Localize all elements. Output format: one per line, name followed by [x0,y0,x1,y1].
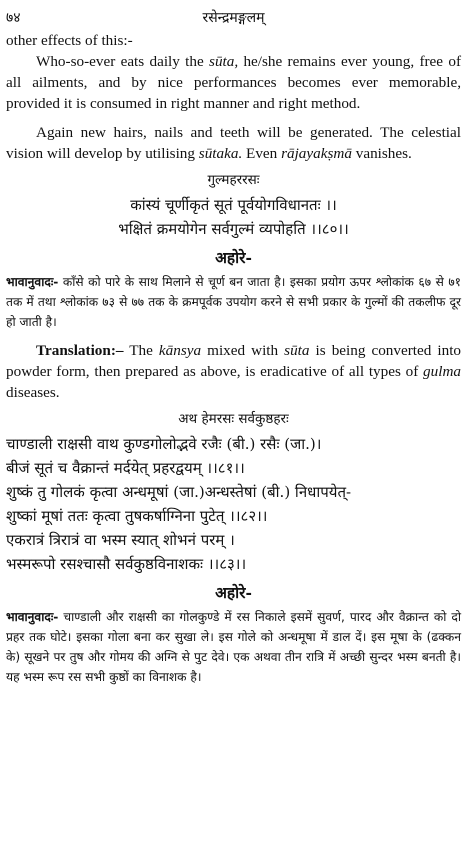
verse-line: बीजं सूतं च वैक्रान्तं मर्दयेत् प्रहरद्वयम् ।।८१।। [6,459,245,477]
section2-verse [6,432,461,576]
verse-line: भक्षितं क्रमयोगेन सर्वगुल्मं व्यपोहति ।।८०।। [118,220,349,238]
section2-commentary: भावानुवादः- चाण्डाली और राक्षसी का गोलकुण्डे में रस निकाले इसमें सुवर्ण, पारद और वैक्रान्त को दो प्रहर तक घोटे। इसका गोला बना कर सुखा ले। इस गोले को अन्धमूषा में डाल दें। इस मूषा के (ढक्कन के) सूखने पर तुष और गोमय की अग्नि से पुट देवे। एक अथवा तीन रात्रि में अच्छी सुन्दर भस्म बनती है। यह भस्म रूप रस सभी कुष्ठों का विनाशक है। [6,610,461,684]
verse-line: शुष्कं तु गोलकं कृत्वा अन्धमूषां (जा.)अन्धस्तेषां (बी.) निधापयेत्- [6,483,352,501]
paragraph-1: Who-so-ever eats daily the sūta, he/she remains ever young, free of all ailments, and by nice performances becomes ever memorable, provided it is consumed in right manner and right method. [6,53,461,112]
running-title: रसेन्द्रमङ्गलम् [202,10,265,26]
section2-heading: अथ हेमरसः सर्वकुष्ठहरः [178,411,289,427]
page-number: ७४ [6,10,21,26]
paragraph-2: Again new hairs, nails and teeth will be generated. The celestial vision will develop by utilising sūtaka. Even rājayakṣmā vanishes. [6,124,461,162]
verse-line: कांस्यं चूर्णीकृतं सूतं पूर्वयोगविधानतः ।। [130,196,337,214]
verse-line: भस्मरूपो रसश्चासौ सर्वकुष्ठविनाशकः ।।८३।। [6,555,247,573]
verse-line: एकरात्रं त्रिरात्रं वा भस्म स्यात् शोभनं परम् । [6,531,235,549]
verse-line: चाण्डाली राक्षसी वाथ कुण्डगोलोद्भवे रजैः (बी.) रसैः (जा.)। [6,435,322,453]
section1-subheading: अहोरे- [215,248,252,267]
section1-commentary: भावानुवादः- काँसे को पारे के साथ मिलाने से चूर्ण बन जाता है। इसका प्रयोग ऊपर श्लोकांक ६७ से ७१ तक में तथा श्लोकांक ७३ से ७७ तक के क्रमपूर्वक उपयोग करने से सभी प्रकार के गुल्मों की तकलीफ दूर हो जाती है। [6,275,461,329]
section1-translation: Translation:– The kānsya mixed with sūta is being converted into powder form, then prepared as above, is eradicative of all types of gulma diseases. [6,342,462,401]
intro-line: other effects of this:- [6,32,133,49]
page-header [6,8,461,30]
section2-subheading: अहोरे- [215,583,252,602]
section1-verse [6,193,461,241]
section1-heading: गुल्महररसः [207,172,260,188]
verse-line: शुष्कां मूषां ततः कृत्वा तुषकर्षाग्निना पुटेत् ।।८२।। [6,507,268,525]
